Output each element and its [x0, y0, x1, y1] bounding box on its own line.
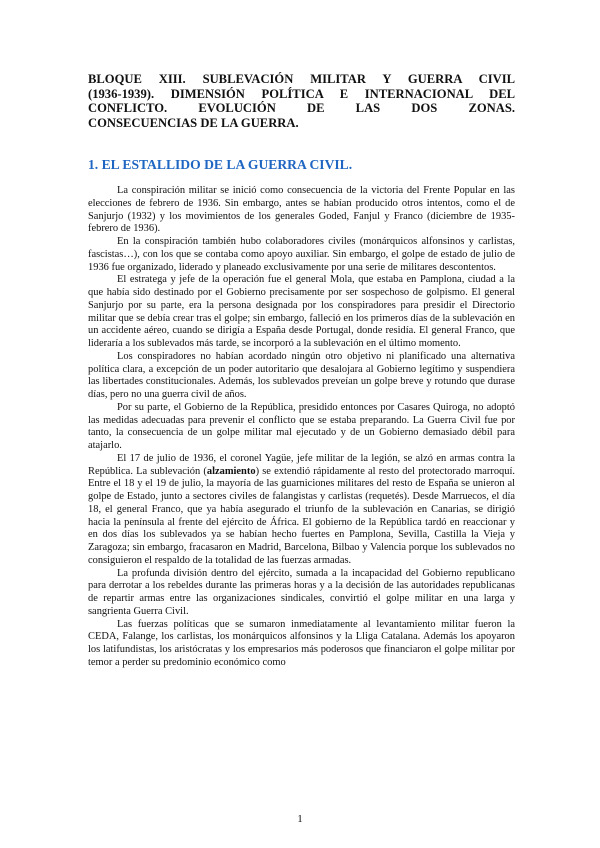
- page-number: 1: [297, 813, 303, 825]
- paragraph: La conspiración militar se inició como consecuencia de la victoria del Frente Popular en las elecciones de febrero de 1936. Sin embargo, antes se habían producido otros intentos, como el de Sanjurjo (1932) y los movimientos de los generales Goded, Fanjul y Franco (diciembre de 1935-febrero de 1936).: [88, 185, 515, 235]
- title-line: BLOQUE XIII. SUBLEVACIÓN MILITAR Y GUERRA CIVIL: [88, 72, 515, 86]
- body-text: [88, 185, 515, 670]
- paragraph: Por su parte, el Gobierno de la República, presidido entonces por Casares Quiroga, no adoptó las medidas adecuadas para prevenir el conflicto que se estaba preparando. La Guerra Civil fue por tanto, la consecuencia de un golpe militar mal ejecutado y de un Gobierno demasiado débil para atajarlo.: [88, 401, 515, 451]
- paragraph: El 17 de julio de 1936, el coronel Yagüe, jefe militar de la legión, se alzó en armas contra la República. La sublevación (alzamiento) se extendió rápidamente al resto del protectorado marroquí. Entre el 18 y el 19 de julio, la mayoría de las guarniciones militares del resto de España se unieron al golpe de Estado, junto a sectores civiles de falangistas y carlistas (requetés). Desde Marruecos, el día 18, el general Franco, que ya había asegurado el triunfo de la sublevación en Canarias, se dirigió hacia la península al frente del ejército de África. El gobierno de la República tardó en reaccionar y en dos días los sublevados ya se habían hecho fuertes en Pamplona, Sevilla, Castilla la Vieja y Zaragoza; sin embargo, fracasaron en Madrid, Barcelona, Bilbao y Valencia porque los sublevados no consiguieron el respaldo de la totalidad de las fuerzas armadas.: [88, 452, 515, 566]
- title-line: CONSECUENCIAS DE LA GUERRA.: [88, 115, 299, 130]
- title-line: CONFLICTO. EVOLUCIÓN DE LAS DOS ZONAS.: [88, 101, 515, 116]
- bold-term: alzamiento: [206, 465, 256, 477]
- paragraph: La profunda división dentro del ejército, sumada a la incapacidad del Gobierno republicano para derrotar a los rebeldes durante las primeras horas y a la decisión de las autoridades republicanas de repartir armas entre las organizaciones sindicales, convirtió el golpe militar en una larga y sangrienta Guerra Civil.: [88, 567, 515, 617]
- section-heading: 1. EL ESTALLIDO DE LA GUERRA CIVIL.: [88, 157, 353, 172]
- paragraph: El estratega y jefe de la operación fue el general Mola, que estaba en Pamplona, ciudad a la que había sido destinado por el Gobierno precisamente por ser sospechoso de golpismo. El general Sanjurjo por su parte, era la persona designada por los conspiradores para presidir el Directorio militar que se debía crear tras el golpe; sin embargo, falleció en los primeros días de la sublevación en un accidente aéreo, cuando se dirigía a España desde Portugal, donde residía. El general Franco, que lideraría a los sublevados más tarde, se incorporó a la sublevación en el último momento.: [88, 274, 515, 349]
- paragraph: Los conspiradores no habían acordado ningún otro objetivo ni planificado una alternativa política clara, a excepción de un poder autoritario que desalojara al Gobierno legítimo y suspendiera las libertades constitucionales. Además, los sublevados preveían un golpe breve y rotundo que durase días, pero no una guerra civil de años.: [88, 350, 515, 400]
- paragraph: En la conspiración también hubo colaboradores civiles (monárquicos alfonsinos y carlistas, fascistas…), con los que se contaba como apoyo auxiliar. Sin embargo, el golpe de estado de julio de 1936 fue organizado, liderado y planeado exclusivamente por una serie de militares descontentos.: [88, 236, 515, 273]
- paragraph: Las fuerzas políticas que se sumaron inmediatamente al levantamiento militar fueron la CEDA, Falange, los carlistas, los monárquicos alfonsinos y la Lliga Catalana. Además los apoyaron los latifundistas, los aristócratas y los empresarios más poderosos que financiaron el golpe militar por temor a perder su predominio económico como: [88, 618, 515, 668]
- document-title: [88, 72, 515, 130]
- title-line: (1936-1939). DIMENSIÓN POLÍTICA E INTERNACIONAL DEL: [88, 86, 515, 101]
